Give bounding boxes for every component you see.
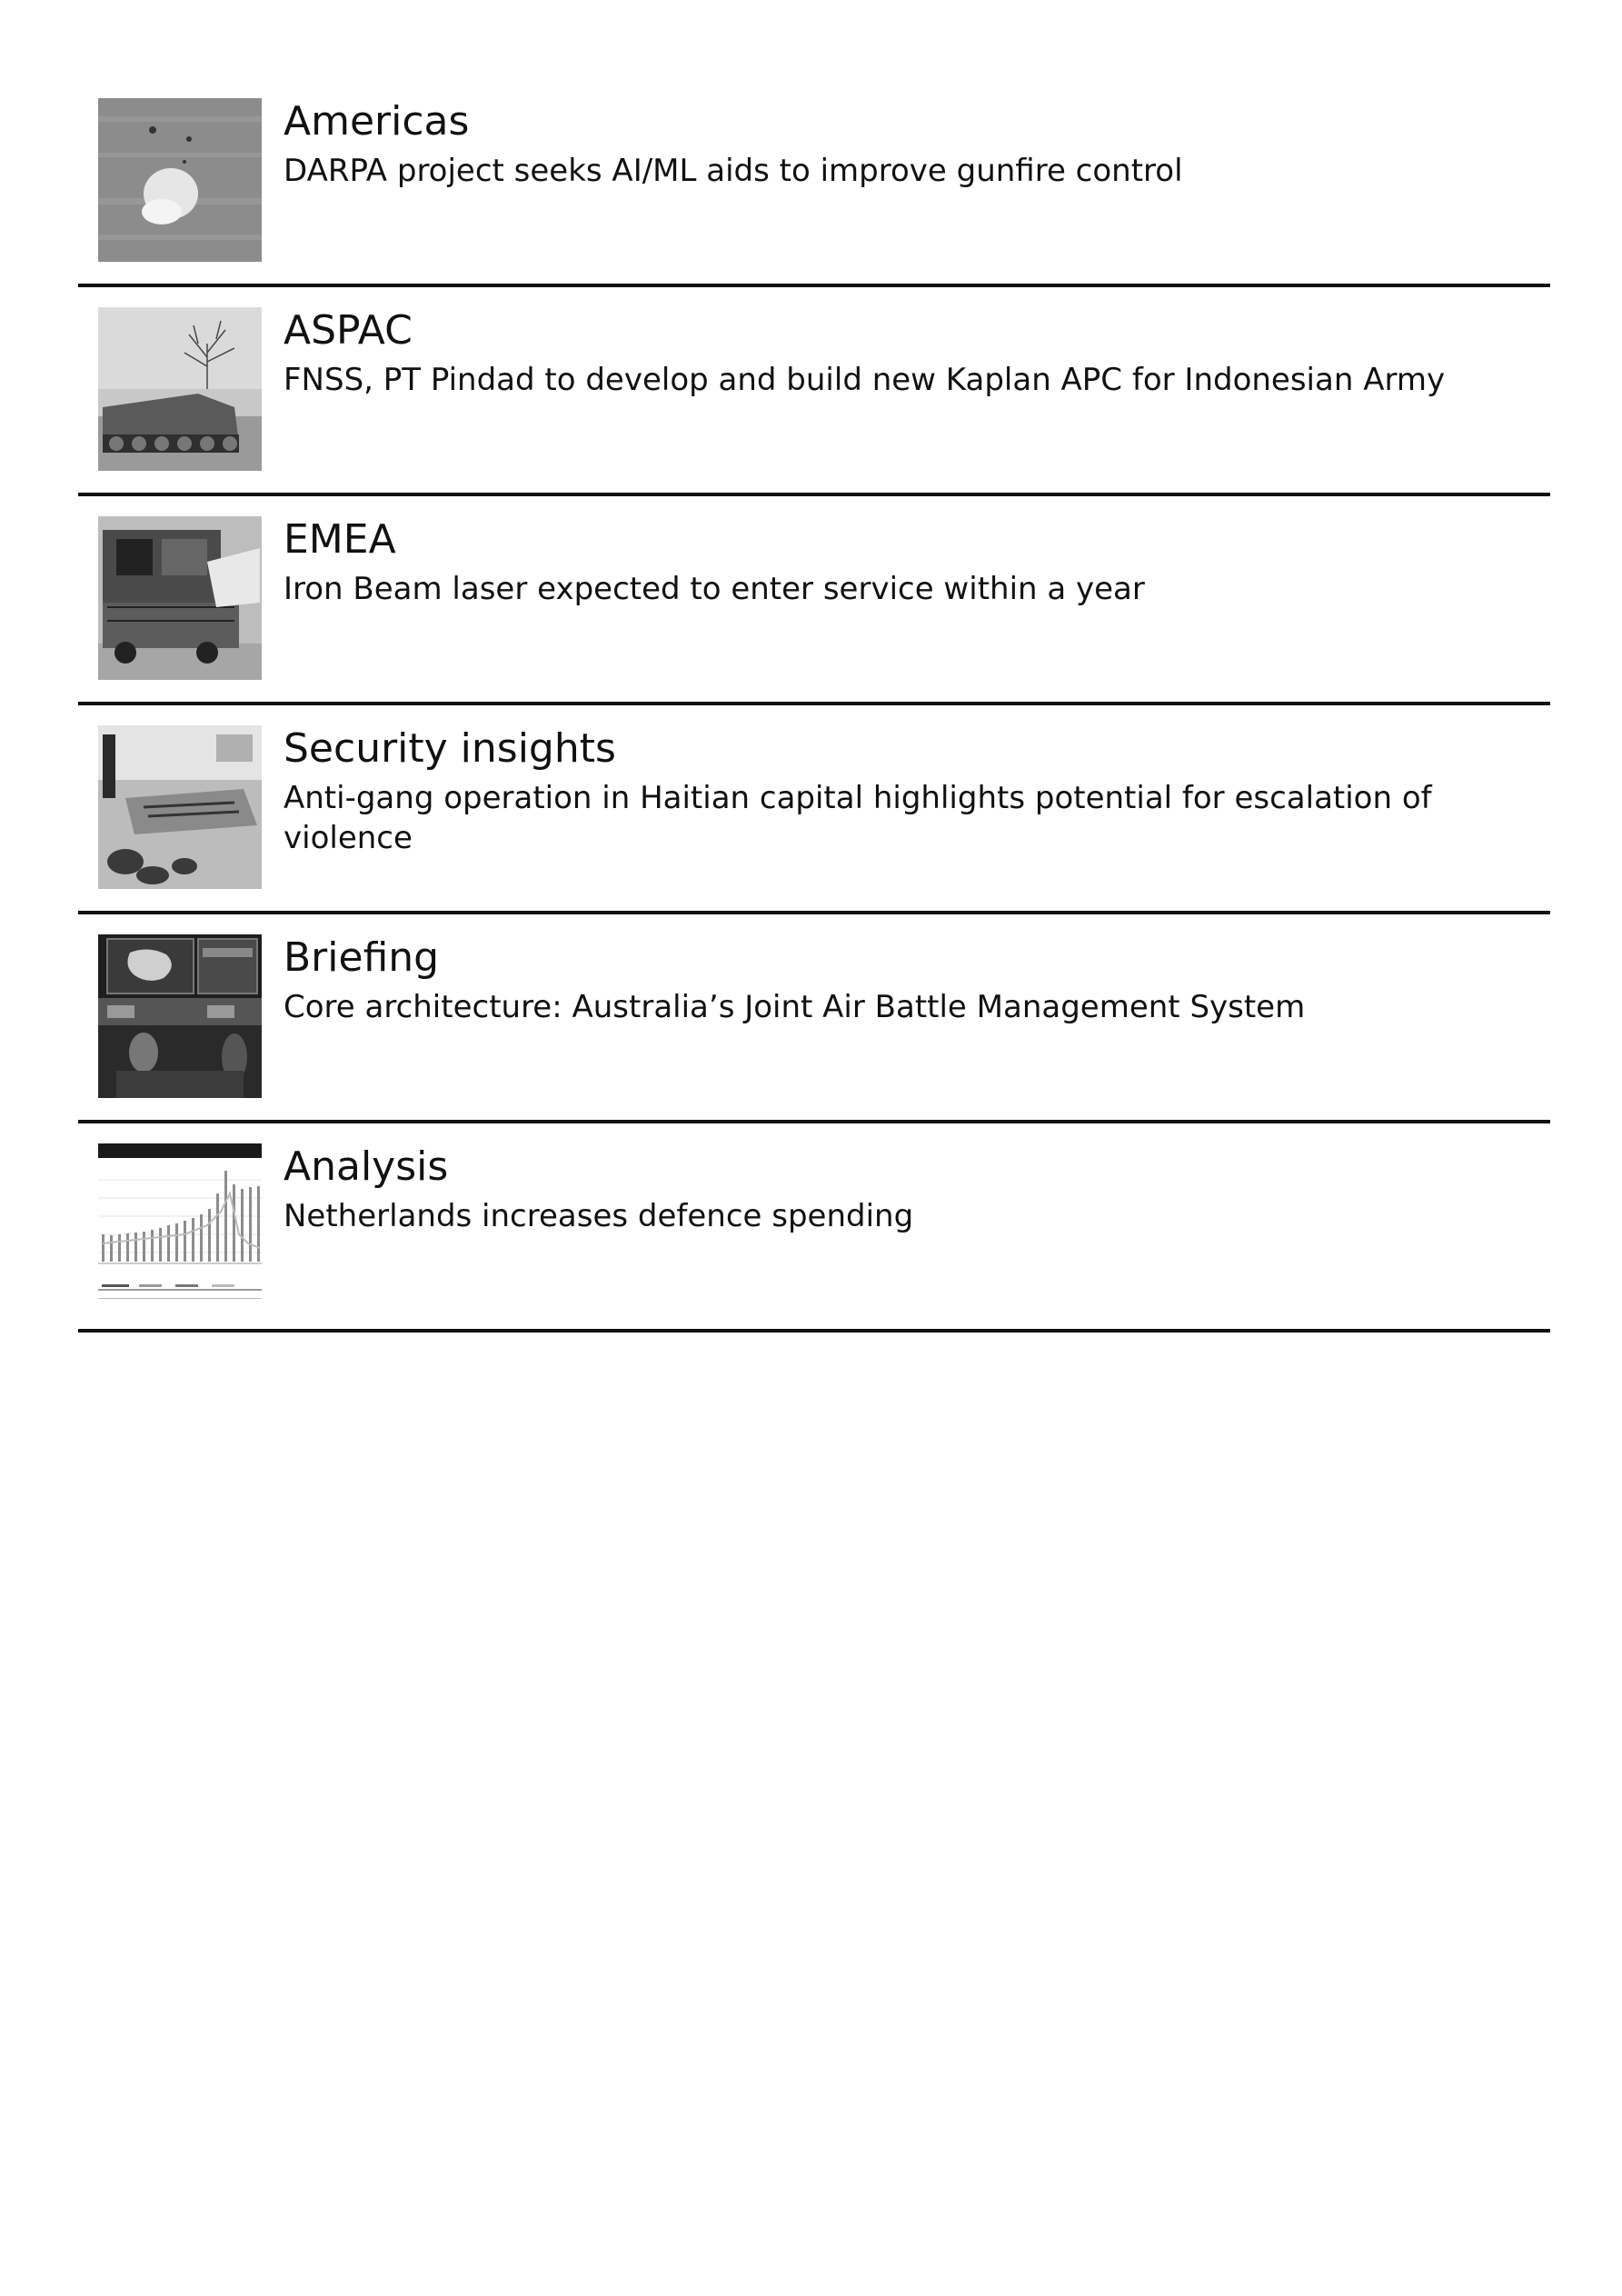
divider <box>78 493 1550 496</box>
article-headline[interactable]: DARPA project seeks AI/ML aids to improve gunfire control <box>284 153 1183 189</box>
article-thumbnail[interactable] <box>98 934 262 1098</box>
article-headline[interactable]: Core architecture: Australia’s Joint Air Battle Management System <box>284 989 1306 1025</box>
defence-budget-chart-image <box>98 1143 262 1307</box>
article-thumbnail[interactable] <box>98 1143 262 1307</box>
list-item[interactable] <box>78 98 1550 307</box>
article-headline[interactable]: Anti-gang operation in Haitian capital highlights potential for escalation of violence <box>284 780 1432 856</box>
article-category[interactable]: EMEA <box>284 516 396 563</box>
article-category[interactable]: Americas <box>284 98 470 145</box>
list-item[interactable] <box>78 307 1550 516</box>
article-headline[interactable]: Netherlands increases defence spending <box>284 1198 914 1234</box>
article-thumbnail[interactable] <box>98 98 262 262</box>
divider <box>78 284 1550 287</box>
armoured-vehicle-image <box>98 307 262 471</box>
laser-system-image <box>98 516 262 680</box>
article-category[interactable]: ASPAC <box>284 307 413 354</box>
article-thumbnail[interactable] <box>98 307 262 471</box>
explosion-image <box>98 98 262 262</box>
divider <box>78 911 1550 914</box>
divider <box>78 702 1550 705</box>
list-item[interactable] <box>78 725 1550 934</box>
article-list <box>78 98 1550 1353</box>
divider <box>78 1120 1550 1123</box>
operations-room-image <box>98 934 262 1098</box>
list-item[interactable] <box>78 516 1550 725</box>
article-thumbnail[interactable] <box>98 725 262 889</box>
list-item[interactable] <box>78 934 1550 1143</box>
divider <box>78 1329 1550 1333</box>
article-thumbnail[interactable] <box>98 516 262 680</box>
seized-weapons-image <box>98 725 262 889</box>
article-headline[interactable]: FNSS, PT Pindad to develop and build new Kaplan APC for Indonesian Army <box>284 362 1446 398</box>
article-category[interactable]: Security insights <box>284 725 616 772</box>
article-headline[interactable]: Iron Beam laser expected to enter service within a year <box>284 571 1145 607</box>
list-item[interactable] <box>78 1143 1550 1353</box>
article-category[interactable]: Analysis <box>284 1143 449 1190</box>
article-category[interactable]: Briefing <box>284 934 440 981</box>
